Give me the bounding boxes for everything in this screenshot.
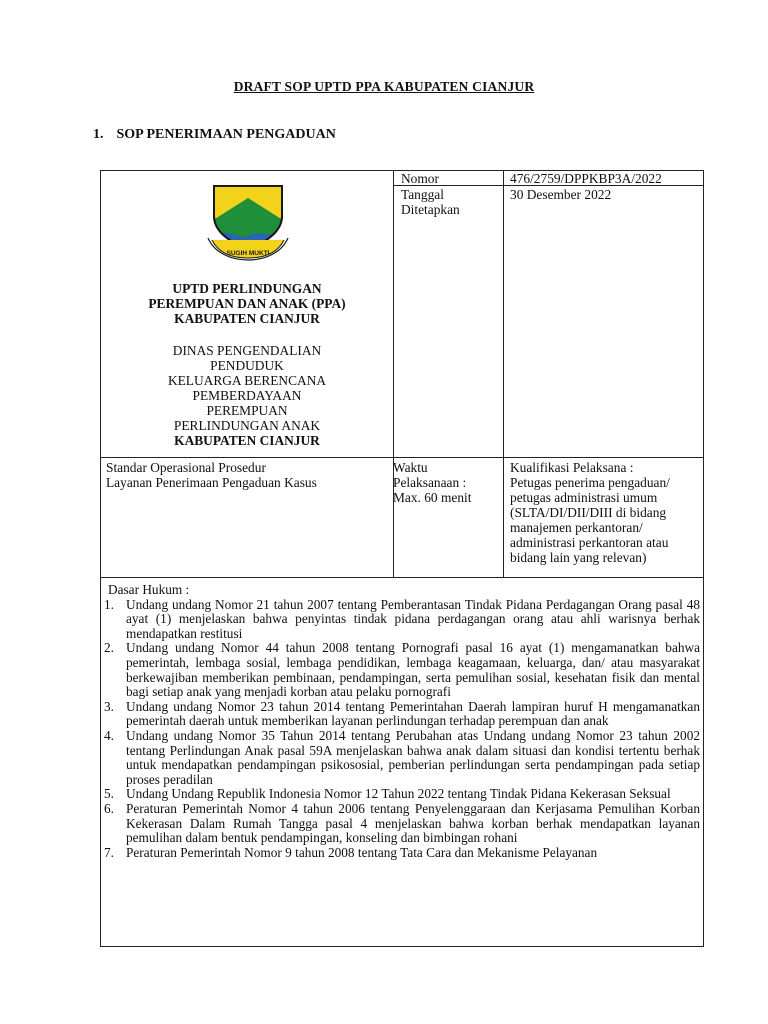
logo-motto: SUGIH MUKTI bbox=[226, 250, 270, 257]
list-item-number: 1. bbox=[104, 596, 114, 612]
list-item bbox=[104, 846, 700, 861]
list-item bbox=[104, 641, 700, 699]
dinas-name bbox=[102, 343, 392, 448]
kualifikasi-line: (SLTA/DI/DII/DIII di bidang bbox=[510, 505, 667, 520]
waktu-pelaksanaan bbox=[393, 460, 471, 505]
table-divider bbox=[100, 577, 704, 578]
org-line: PEREMPUAN DAN ANAK (PPA) bbox=[148, 296, 346, 311]
nomor-value: 476/2759/DPPKBP3A/2022 bbox=[510, 171, 662, 186]
tanggal-label-1: Tanggal bbox=[401, 187, 444, 202]
dinas-line: KELUARGA BERENCANA bbox=[167, 373, 327, 388]
org-line: KABUPATEN CIANJUR bbox=[174, 311, 320, 326]
cianjur-crest-logo bbox=[200, 182, 296, 264]
document-title: DRAFT SOP UPTD PPA KABUPATEN CIANJUR bbox=[233, 79, 535, 94]
kualifikasi-line: Petugas penerima pengaduan/ bbox=[510, 475, 670, 490]
list-item-number: 2. bbox=[104, 640, 114, 656]
dasar-hukum bbox=[104, 583, 700, 860]
dasar-hukum-heading: Dasar Hukum : bbox=[108, 582, 190, 597]
list-item bbox=[104, 598, 700, 642]
sop-line: Standar Operasional Prosedur bbox=[106, 460, 266, 475]
table-divider bbox=[503, 170, 504, 577]
dinas-kabupaten: KABUPATEN CIANJUR bbox=[174, 433, 320, 448]
section-heading bbox=[93, 127, 336, 143]
dinas-line: PERLINDUNGAN ANAK bbox=[173, 418, 321, 433]
list-item-text: Peraturan Pemerintah Nomor 9 tahun 2008 tentang Tata Cara dan Mekanisme Pelayanan bbox=[126, 844, 598, 860]
waktu-line: Pelaksanaan : bbox=[393, 475, 467, 490]
list-item-number: 7. bbox=[104, 844, 114, 860]
kualifikasi-line: administrasi perkantoran atau bbox=[510, 535, 669, 550]
nomor-label: Nomor bbox=[401, 171, 439, 186]
section-label: SOP PENERIMAAN PENGADUAN bbox=[116, 127, 336, 142]
list-item bbox=[104, 802, 700, 846]
list-item-text: Undang Undang Republik Indonesia Nomor 12 Tahun 2022 tentang Tindak Pidana Kekerasan Seksual bbox=[126, 786, 671, 802]
list-item-number: 3. bbox=[104, 698, 114, 714]
dasar-hukum-list bbox=[104, 598, 700, 861]
list-item-text: Undang undang Nomor 21 tahun 2007 tentang Pemberantasan Tindak Pidana Perdagangan Orang pasal 48 ayat (1) menjelaskan bahwa penyintas tindak pidana perdagangan orang atau ahli warisnya berhak mendapatkan restitusi bbox=[126, 596, 700, 641]
dinas-line: PEREMPUAN bbox=[206, 403, 288, 418]
list-item-text: Undang undang Nomor 44 tahun 2008 tentang Pornografi pasal 16 ayat (1) mengamanatkan bahwa pemerintah, lembaga sosial, lembaga pendidikan, lembaga keagamaan, keluarga, dan/ atau masyarakat berkewajiban memberikan pembinaan, pendampingan, serta pemulihan sosial, kesehatan fisik dan mental bagi setiap anak yang menjadi korban atau pelaku pornografi bbox=[126, 640, 700, 700]
list-item bbox=[104, 787, 700, 802]
kualifikasi-line: Kualifikasi Pelaksana : bbox=[510, 460, 634, 475]
waktu-line: Max. 60 menit bbox=[393, 490, 472, 505]
list-item-number: 4. bbox=[104, 727, 114, 743]
table-divider bbox=[393, 170, 394, 577]
tanggal-label-2: Ditetapkan bbox=[401, 202, 460, 217]
list-item-text: Undang undang Nomor 23 tahun 2014 tentang Pemerintahan Daerah lampiran huruf H mengamanatkan pemerintah daerah untuk memberikan layanan perlindungan terhadap perempuan dan anak bbox=[126, 698, 700, 729]
dinas-line: PEMBERDAYAAN bbox=[192, 388, 302, 403]
dinas-line: PENDUDUK bbox=[210, 358, 284, 373]
sop-title bbox=[106, 460, 317, 490]
list-item-text: Peraturan Pemerintah Nomor 4 tahun 2006 tentang Penyelenggaraan dan Kerjasama Pemulihan Korban Kekerasan Dalam Rumah Tangga pasal 4 menjelaskan bahwa korban berhak mendapatkan layanan pemulihan dalam bentuk pendampingan, konseling dan bimbingan rohani bbox=[126, 800, 700, 846]
sop-line: Layanan Penerimaan Pengaduan Kasus bbox=[106, 475, 317, 490]
kualifikasi-line: petugas administrasi umum bbox=[510, 490, 658, 505]
org-name bbox=[102, 281, 392, 326]
kualifikasi-pelaksana bbox=[510, 460, 670, 565]
org-line: UPTD PERLINDUNGAN bbox=[172, 281, 322, 296]
waktu-line: Waktu bbox=[393, 460, 428, 475]
list-item bbox=[104, 700, 700, 729]
list-item bbox=[104, 729, 700, 787]
list-item-number: 5. bbox=[104, 786, 114, 802]
kualifikasi-line: bidang lain yang relevan) bbox=[510, 550, 647, 565]
list-item-number: 6. bbox=[104, 800, 114, 816]
tanggal-value: 30 Desember 2022 bbox=[510, 187, 612, 202]
kualifikasi-line: manajemen perkantoran/ bbox=[510, 520, 643, 535]
list-item-text: Undang undang Nomor 35 Tahun 2014 tentang Perubahan atas Undang undang Nomor 23 tahun 2002 tentang Perlindungan Anak pasal 59A menjelaskan bahwa anak dalam situasi dan kondisi tertentu berhak untuk mendapatkan pendampingan psikososial, pemberian perlindungan serta pendampingan pada setiap proses peradilan bbox=[126, 727, 700, 787]
table-divider bbox=[100, 457, 704, 458]
dinas-line: DINAS PENGENDALIAN bbox=[172, 343, 322, 358]
section-number: 1. bbox=[93, 127, 104, 142]
